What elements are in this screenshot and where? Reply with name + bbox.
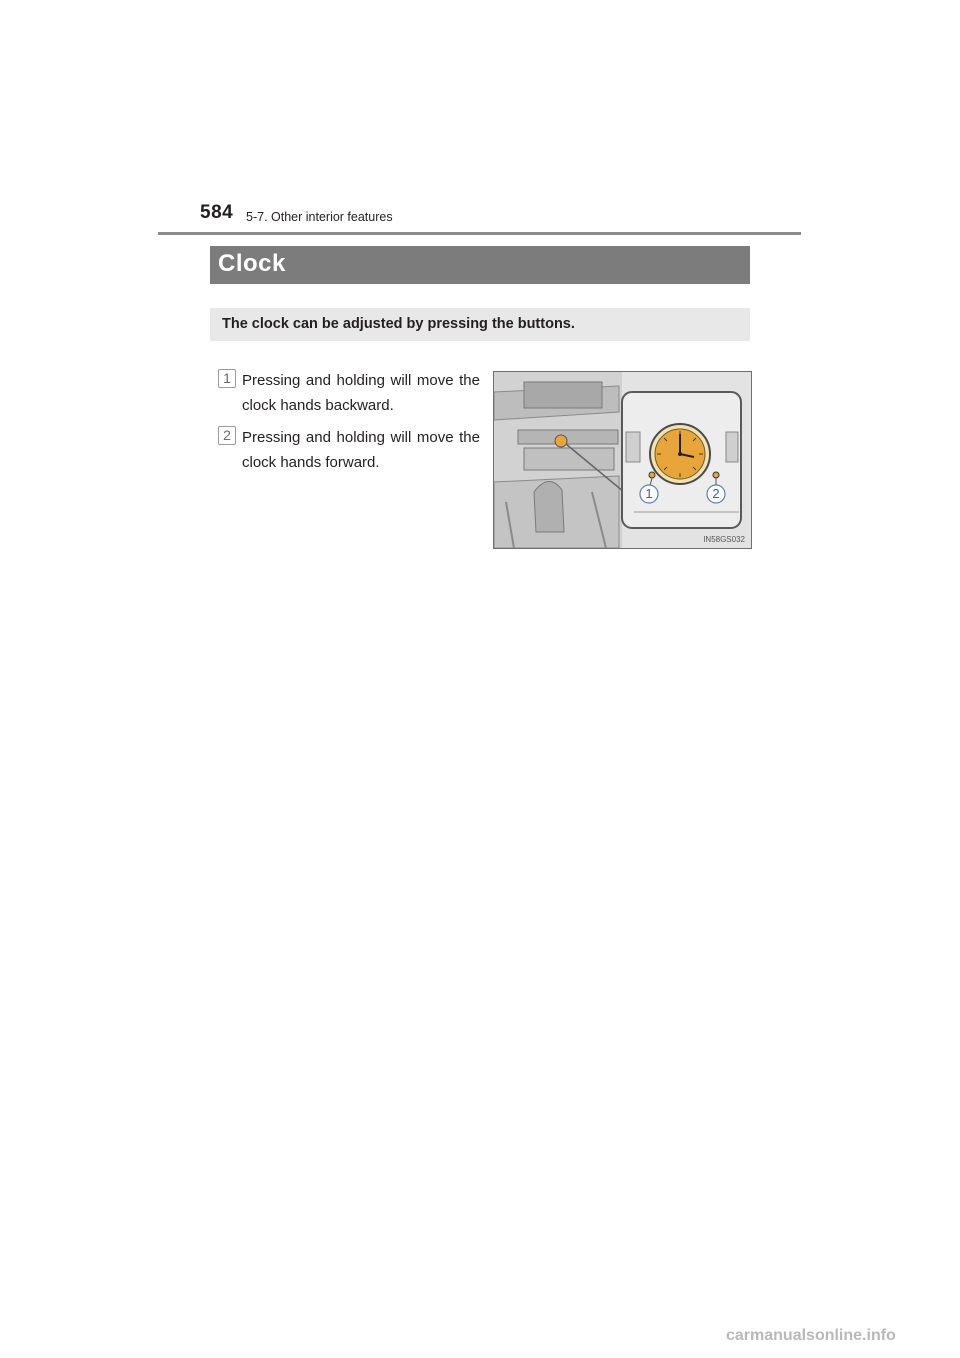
intro-text: The clock can be adjusted by pressing the buttons. [222,316,575,332]
figure-code: IN58GS032 [703,535,745,544]
header-divider [158,232,801,235]
intro-box [210,308,750,341]
item-number: 2 [218,426,236,445]
callout-2: 2 [712,486,720,501]
item-text: Pressing and holding will move the clock hands backward. [242,372,480,414]
watermark: carmanualsonline.info [726,1327,896,1344]
section-path: 5-7. Other interior features [246,210,393,224]
callout-1: 1 [645,486,653,501]
page-number: 584 [200,202,234,223]
clock-illustration [493,371,752,549]
dashboard-drawing [494,372,751,548]
item-number: 1 [218,369,236,388]
item-text: Pressing and holding will move the clock hands forward. [242,429,480,471]
section-title-bar [210,246,750,284]
section-title: Clock [218,250,286,277]
